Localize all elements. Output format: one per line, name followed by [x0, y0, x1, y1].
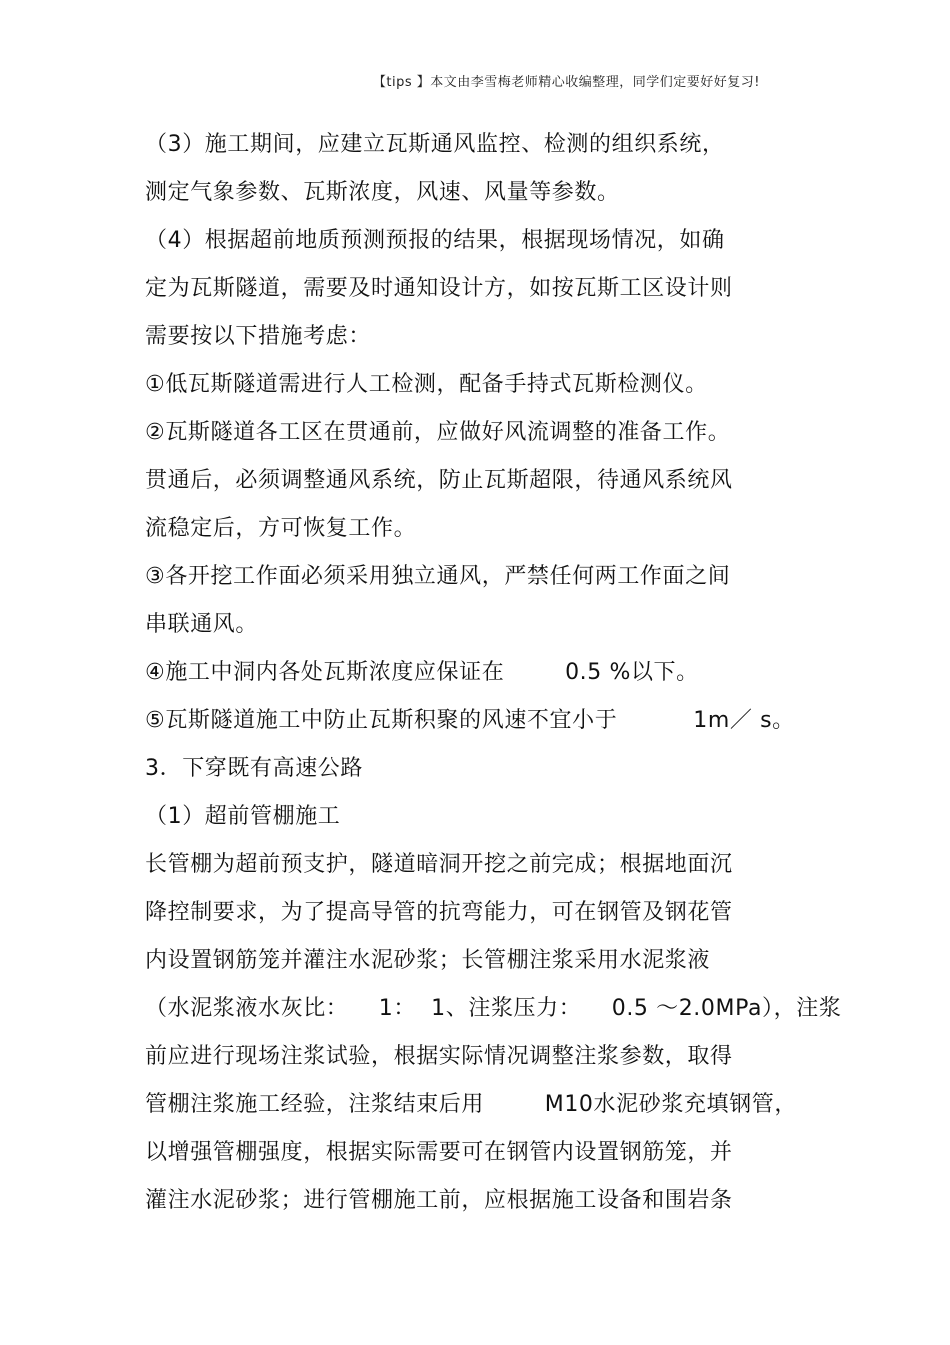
tips-header: 【tips 】本文由李雪梅老师精心收编整理，同学们定要好好复习!: [372, 75, 760, 90]
paragraph-line: 内设置钢筋笼并灌注水泥砂浆；长管棚注浆采用水泥浆液: [145, 948, 711, 973]
paragraph-line: 测定气象参数、瓦斯浓度，风速、风量等参数。: [145, 180, 620, 205]
paragraph-line: 长管棚为超前预支护，隧道暗洞开挖之前完成；根据地面沉: [145, 852, 733, 877]
paragraph-line: 串联通风。: [145, 612, 259, 637]
subsection-heading: （1）超前管棚施工: [145, 804, 341, 829]
paragraph-line: 流稳定后，方可恢复工作。: [145, 516, 417, 541]
paragraph-line: ④施工中洞内各处瓦斯浓度应保证在 0.5 %以下。: [145, 660, 699, 685]
paragraph-line: 贯通后，必须调整通风系统，防止瓦斯超限，待通风系统风: [145, 468, 733, 493]
paragraph-line: 需要按以下措施考虑：: [145, 324, 372, 349]
paragraph-line: （3）施工期间，应建立瓦斯通风监控、检测的组织系统，: [145, 132, 725, 157]
paragraph-line: 灌注水泥砂浆；进行管棚施工前，应根据施工设备和围岩条: [145, 1188, 733, 1213]
paragraph-line: 定为瓦斯隧道，需要及时通知设计方，如按瓦斯工区设计则: [145, 276, 733, 301]
paragraph-line: ③各开挖工作面必须采用独立通风，严禁任何两工作面之间: [145, 564, 731, 589]
paragraph-line: （4）根据超前地质预测预报的结果，根据现场情况，如确: [145, 228, 725, 253]
paragraph-line: 降控制要求，为了提高导管的抗弯能力，可在钢管及钢花管: [145, 900, 733, 925]
paragraph-line: 以增强管棚强度，根据实际需要可在钢管内设置钢筋笼，并: [145, 1140, 733, 1165]
paragraph-line: （水泥浆液水灰比： 1： 1、注浆压力： 0.5 ～2.0MPa），注浆: [145, 996, 842, 1021]
paragraph-line: ②瓦斯隧道各工区在贯通前，应做好风流调整的准备工作。: [145, 420, 731, 445]
paragraph-line: ①低瓦斯隧道需进行人工检测，配备手持式瓦斯检测仪。: [145, 372, 708, 397]
section-heading: 3．下穿既有高速公路: [145, 756, 363, 781]
paragraph-line: 管棚注浆施工经验，注浆结束后用 M10水泥砂浆充填钢管，: [145, 1092, 797, 1117]
paragraph-line: 前应进行现场注浆试验，根据实际情况调整注浆参数，取得: [145, 1044, 733, 1069]
paragraph-line: ⑤瓦斯隧道施工中防止瓦斯积聚的风速不宜小于 1m／ s。: [145, 708, 795, 733]
